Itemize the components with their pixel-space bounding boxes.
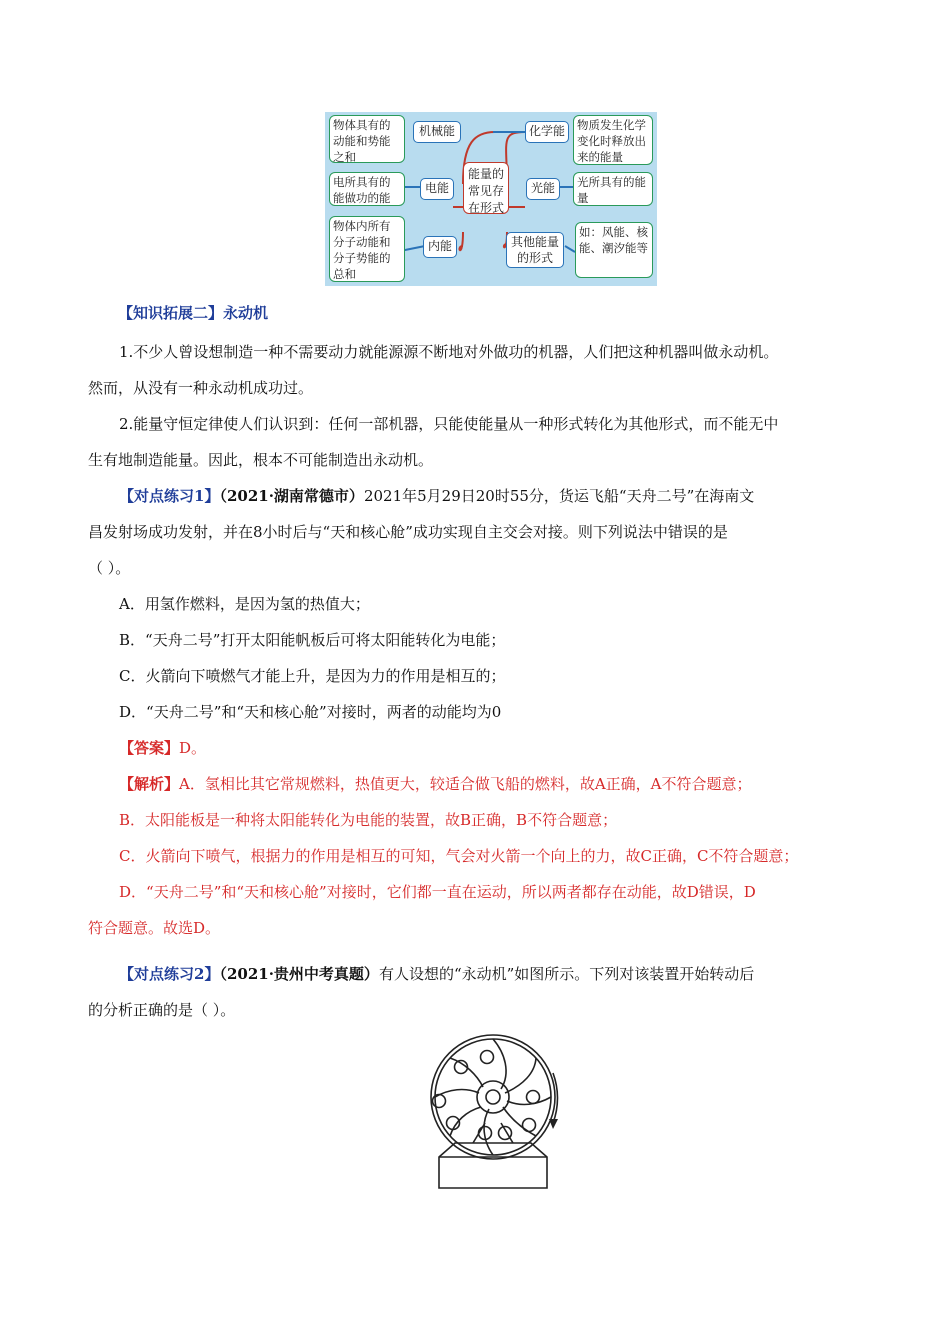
chemical-energy-desc: 物质发生化学变化时释放出来的能量	[573, 115, 653, 165]
paragraph-1-line-2: 然而，从没有一种永动机成功过。	[88, 379, 314, 397]
q1-option-c: C．火箭向下喷燃气才能上升，是因为力的作用是相互的；	[119, 667, 506, 685]
chemical-energy-label: 化学能	[525, 121, 569, 143]
q1-stem-line-2: 昌发射场成功发射，并在8小时后与“天和核心舱”成功实现自主交会对接。则下列说法中错误的是	[88, 523, 728, 541]
q1-analysis-d-line-2: 符合题意。故选D。	[88, 919, 221, 937]
paragraph-1-line-1: 1.不少人曾设想制造一种不需要动力就能源源不断地对外做功的机器，人们把这种机器叫做永动机。	[119, 343, 779, 361]
q1-analysis-a	[119, 773, 752, 795]
perpetual-motion-figure	[425, 1033, 565, 1197]
section-heading: 【知识拓展二】永动机	[118, 304, 269, 322]
internal-energy-label: 内能	[423, 236, 457, 258]
internal-energy-desc: 物体内所有分子动能和分子势能的总和	[329, 216, 405, 282]
q1-answer-value: D。	[179, 739, 207, 757]
q2-tag: 【对点练习2】	[119, 965, 220, 983]
electric-energy-label: 电能	[420, 178, 454, 200]
electric-energy-desc: 电所具有的能做功的能	[329, 172, 405, 206]
q1-analysis-b: B．太阳能板是一种将太阳能转化为电能的装置，故B正确，B不符合题意；	[119, 811, 618, 829]
mindmap-center-node: 能量的常见存在形式	[463, 162, 509, 214]
energy-forms-mindmap	[325, 112, 657, 286]
q1-option-d: D．“天舟二号”和“天和核心舱”对接时，两者的动能均为0	[119, 703, 502, 721]
paragraph-2-line-2: 生有地制造能量。因此，根本不可能制造出永动机。	[88, 451, 434, 469]
paragraph-2-line-1: 2.能量守恒定律使人们认识到：任何一部机器，只能使能量从一种形式转化为其他形式，而不能无中	[119, 415, 779, 433]
q2-stem-line-2: 的分析正确的是（ ）。	[88, 1001, 236, 1019]
light-energy-desc: 光所具有的能量	[573, 172, 653, 206]
q1-analysis-c: C．火箭向下喷气，根据力的作用是相互的可知，气会对火箭一个向上的力，故C正确，C不符合题意；	[119, 847, 799, 865]
mechanical-energy-desc: 物体具有的动能和势能之和	[329, 115, 405, 163]
q2-source: （2021·贵州中考真题）	[219, 965, 379, 983]
light-energy-label: 光能	[526, 178, 560, 200]
q1-stem-line-1	[119, 485, 754, 507]
q1-tag: 【对点练习1】	[119, 487, 220, 505]
other-energy-label: 其他能量的形式	[506, 232, 564, 268]
q1-source: （2021·湖南常德市）	[219, 487, 364, 505]
perpetual-motion-wheel-diagram	[425, 1033, 565, 1193]
q1-stem-line-3: （ ）。	[88, 559, 131, 577]
other-energy-desc: 如：风能、核能、潮汐能等	[575, 222, 653, 278]
q1-analysis-tag: 【解析】	[119, 775, 180, 793]
q1-analysis-d-line-1: D．“天舟二号”和“天和核心舱”对接时，它们都一直在运动，所以两者都存在动能，故D错误，D	[119, 883, 756, 901]
q1-option-b: B．“天舟二号”打开太阳能帆板后可将太阳能转化为电能；	[119, 631, 506, 649]
q1-stem-1: 2021年5月29日20时55分，货运飞船“天舟二号”在海南文	[363, 487, 755, 505]
q2-stem-line-1	[119, 963, 754, 985]
q2-stem-1: 有人设想的“永动机”如图所示。下列对该装置开始转动后	[378, 965, 755, 983]
q1-option-a: A．用氢作燃料，是因为氢的热值大；	[119, 595, 370, 613]
q1-answer-tag: 【答案】	[119, 739, 180, 757]
q1-answer	[119, 737, 206, 759]
mechanical-energy-label: 机械能	[413, 121, 461, 143]
q1-analysis-a-text: A．氢相比其它常规燃料，热值更大，较适合做飞船的燃料，故A正确，A不符合题意；	[179, 775, 752, 793]
